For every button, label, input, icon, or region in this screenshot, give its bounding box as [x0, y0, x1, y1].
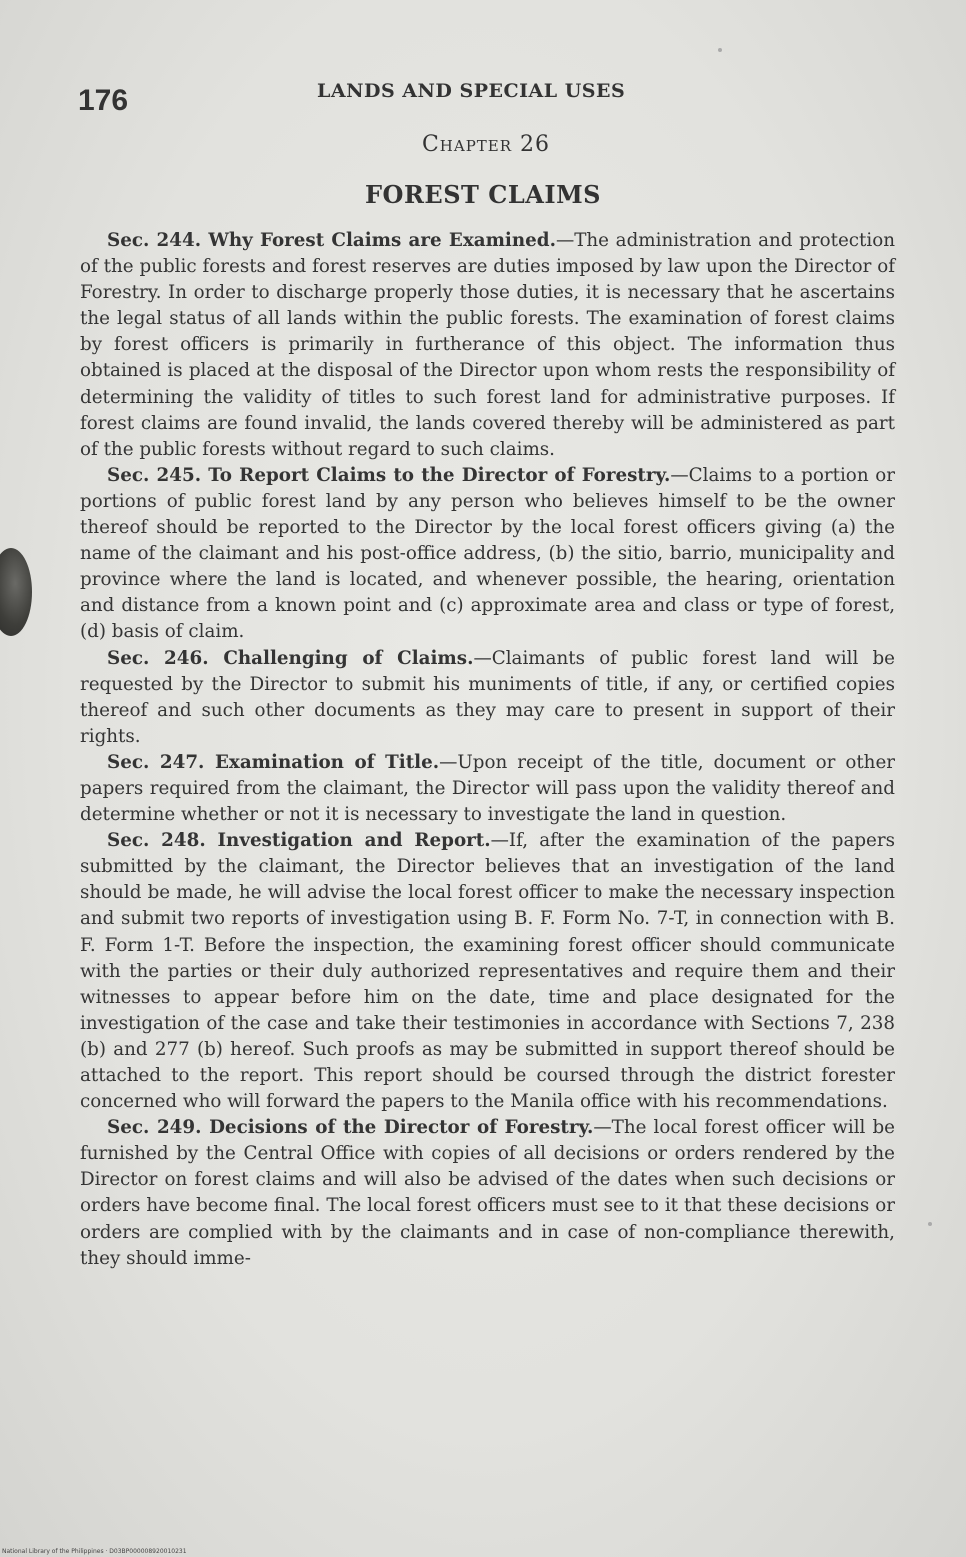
page-header — [0, 76, 966, 116]
scan-source-footer: National Library of the Philippines · D03BP000008920010231 — [2, 1548, 187, 1555]
section-text: —The local forest officer will be furnished by the Central Office with copies of all decisions or orders rendered by the Director on forest claims and will also be advised of the dates when such decisions or orders have become final. The local forest officers must see to it that these decisions or orders are complied with by the claimants and in case of non-compliance therewith, they should imme- — [80, 1117, 895, 1269]
section-heading: Sec. 247. Examination of Title. — [107, 751, 440, 773]
page-number: 176 — [78, 84, 129, 117]
speck — [928, 1222, 932, 1226]
speck — [718, 48, 722, 52]
section-heading: Sec. 248. Investigation and Report. — [107, 830, 491, 852]
section-248 — [80, 828, 895, 1115]
running-head: LANDS AND SPECIAL USES — [317, 80, 626, 102]
binding-stain — [0, 548, 32, 636]
section-text: —Claims to a portion or portions of public forest land by any person who believes himself to be the owner thereof should be reported to the Director by the local forest officers giving (a) the name of the claimant and his post-office address, (b) the sitio, barrio, municipality and province where the land is located, and whenever possible, the hearing, orientation and distance from a known point and (c) approximate area and class or type of forest, (d) basis of claim. — [80, 464, 895, 643]
section-heading: Sec. 245. To Report Claims to the Director of Forestry. — [107, 464, 671, 486]
section-text: —If, after the examination of the papers submitted by the claimant, the Director believes that an investigation of the land should be made, he will advise the local forest officer to make the necessary inspection and submit two reports of investigation using B. F. Form No. 7-T, in connection with B. F. Form 1-T. Before the inspection, the examining forest officer should communicate with the parties or their duly authorized representatives and require them and their witnesses to appear before him on the date, time and place designated for the investigation of the case and take their testimonies in accordance with Sections 7, 238 (b) and 277 (b) hereof. Such proofs as may be submitted in support thereof should be attached to the report. This report should be coursed through the district forester concerned who will forward the papers to the Manila office with his recommendations. — [80, 830, 895, 1113]
section-text: —The administration and protection of the public forests and forest reserves are duties imposed by law upon the Director of Forestry. In order to discharge properly those duties, it is necessary that he ascertains the legal status of all lands within the public forests. The examination of forest claims by forest officers is primarily in furtherance of this object. The information thus obtained is placed at the disposal of the Director upon whom rests the responsibility of determining the validity of titles to such forest land for administrative purposes. If forest claims are found invalid, the lands covered thereby will be administered as part of the public forests without regard to such claims. — [80, 230, 895, 460]
body-text — [80, 228, 895, 1272]
chapter-label: Chapter 26 — [421, 132, 551, 157]
section-heading: Sec. 244. Why Forest Claims are Examined. — [107, 230, 556, 251]
section-244 — [80, 228, 895, 463]
chapter-title: FOREST CLAIMS — [365, 180, 601, 209]
section-249 — [80, 1115, 895, 1272]
section-245 — [80, 463, 895, 646]
section-text: —Claimants of public forest land will be requested by the Director to submit his muniments of title, if any, or certified copies thereof and such other documents as they may care to present in support of their rights. — [80, 647, 895, 747]
section-text: —Upon receipt of the title, document or other papers required from the claimant, the Director will pass upon the validity thereof and determine whether or not it is necessary to investigate the land in question. — [80, 751, 896, 826]
section-heading: Sec. 246. Challenging of Claims. — [107, 647, 474, 669]
section-247 — [80, 750, 895, 828]
section-246 — [80, 646, 895, 750]
section-heading: Sec. 249. Decisions of the Director of Forestry. — [107, 1117, 594, 1139]
